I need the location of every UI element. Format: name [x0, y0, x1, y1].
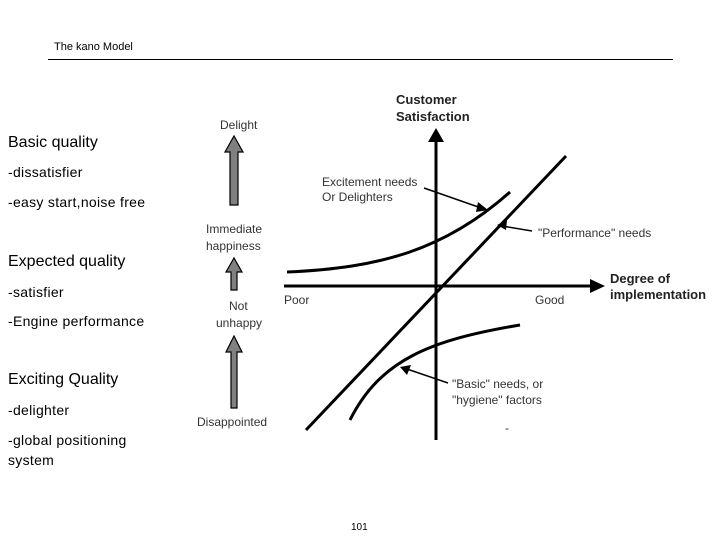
excitement-pointer: [424, 188, 484, 209]
basic-needs-label-2: "hygiene" factors: [452, 393, 542, 407]
performance-pointer: [502, 226, 532, 231]
slide-title: The kano Model: [54, 41, 133, 53]
scale-immediate-label-1: Immediate: [206, 222, 263, 236]
scale-not-label-1: Not: [229, 299, 248, 313]
arrow-up-top: [225, 136, 243, 205]
expected-quality-point-2: -Engine performance: [8, 313, 145, 329]
basic-quality-heading: Basic quality: [8, 134, 98, 151]
exciting-quality-point-1: -delighter: [8, 402, 70, 418]
exciting-quality-point-3: system: [8, 452, 55, 468]
performance-label: "Performance" needs: [538, 226, 652, 240]
arrow-up-bottom: [226, 336, 242, 408]
scale-delight-label: Delight: [220, 118, 258, 132]
arrow-up-middle: [226, 258, 242, 290]
excitement-curve: [287, 192, 510, 272]
scale-arrows: [225, 136, 243, 408]
basic-needs-label-1: "Basic" needs, or: [452, 377, 544, 391]
scale-immediate-label-2: happiness: [206, 239, 261, 253]
y-axis-label-2: Satisfaction: [396, 109, 470, 124]
scale-not-label-2: unhappy: [216, 316, 263, 330]
good-label: Good: [535, 293, 565, 307]
exciting-quality-point-2: -global positioning: [8, 432, 127, 448]
basic-quality-point-1: -dissatisfier: [8, 164, 83, 180]
basic-quality-point-2: -easy start,noise free: [8, 194, 146, 210]
scale-disappointed-label: Disappointed: [197, 415, 268, 429]
stray-mark: -: [505, 421, 509, 435]
page-number: 101: [351, 522, 368, 533]
poor-label: Poor: [284, 293, 310, 307]
excitement-label-1: Excitement needs: [322, 175, 418, 189]
expected-quality-point-1: -satisfier: [8, 284, 64, 300]
y-axis-arrowhead: [428, 128, 444, 142]
excitement-label-2: Or Delighters: [322, 190, 393, 204]
y-axis-label-1: Customer: [396, 92, 457, 107]
x-axis-arrowhead: [590, 279, 605, 293]
x-axis-label-2: implementation: [610, 287, 707, 302]
x-axis-label-1: Degree of: [610, 271, 670, 286]
expected-quality-heading: Expected quality: [8, 253, 126, 270]
basic-pointer: [404, 368, 448, 383]
exciting-quality-heading: Exciting Quality: [8, 371, 119, 388]
